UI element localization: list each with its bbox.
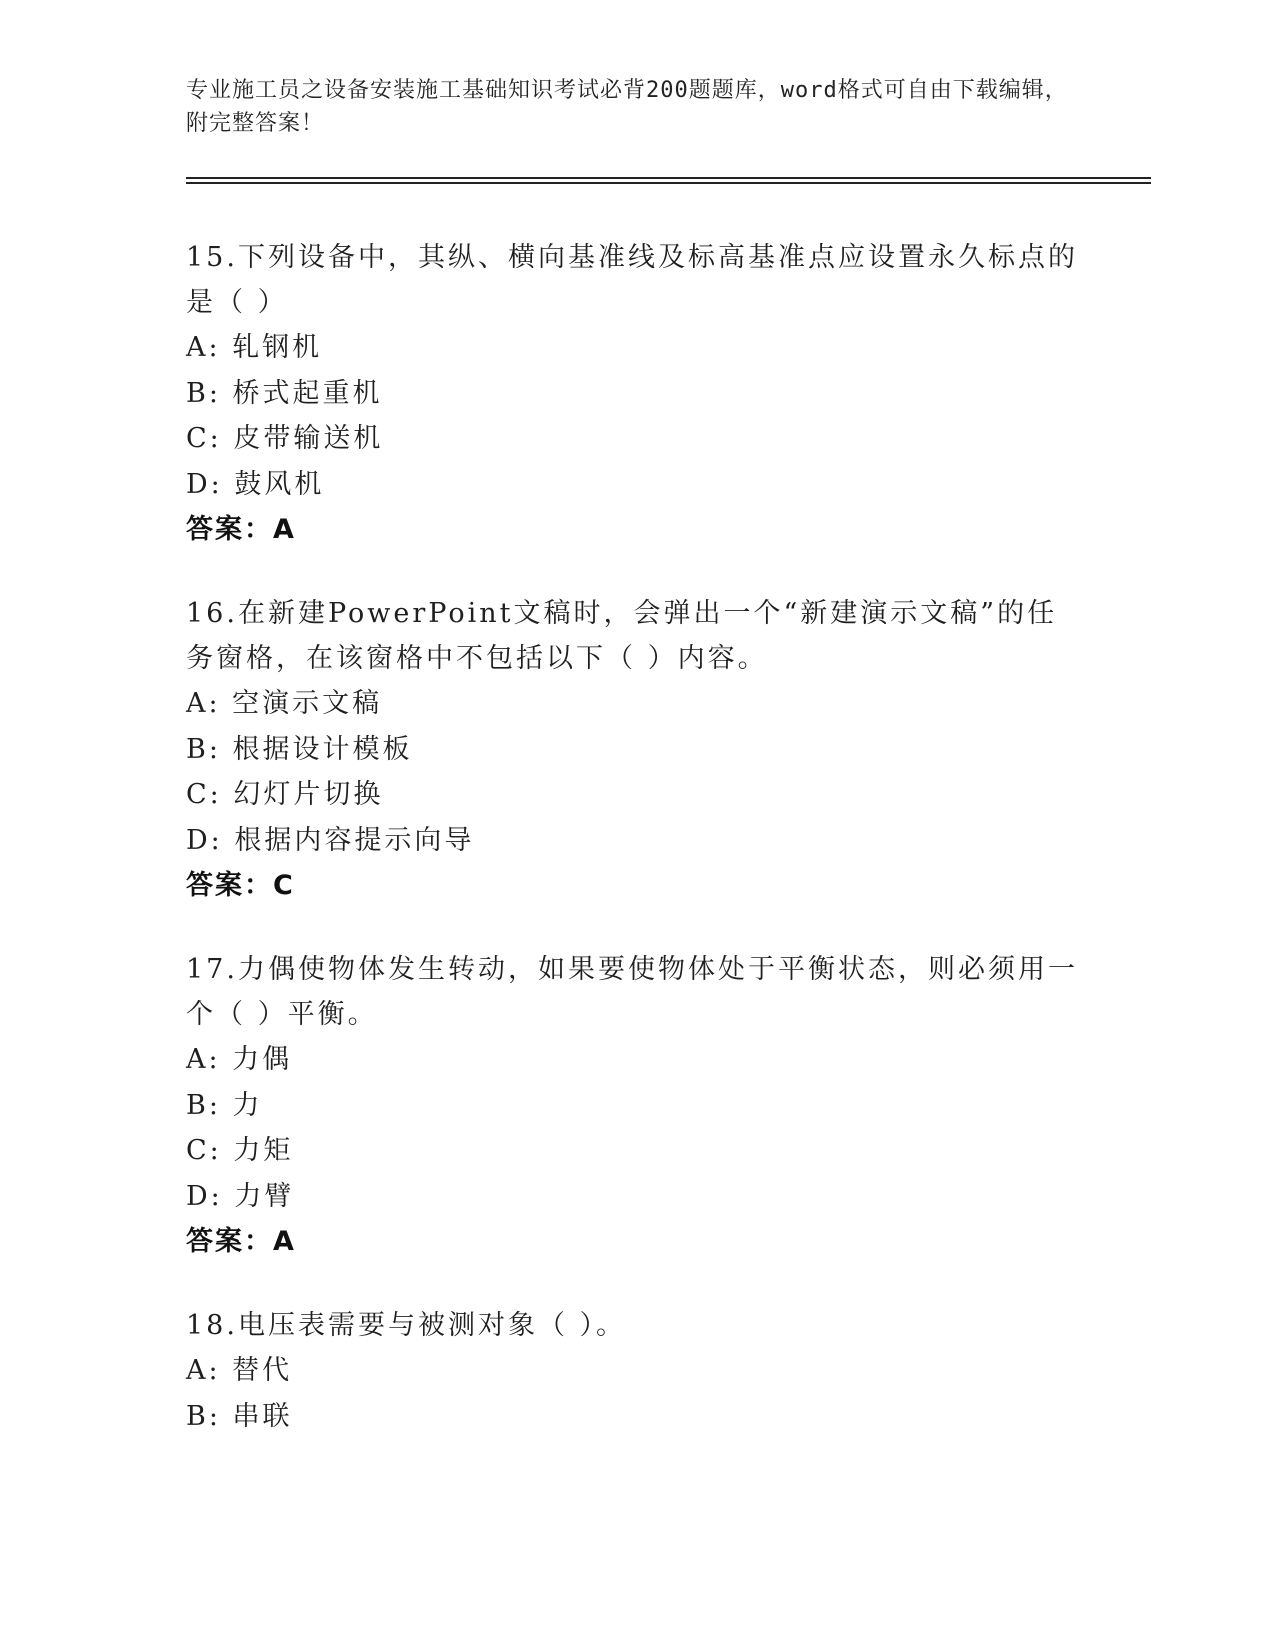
- answer-line: 答案：C: [186, 870, 295, 901]
- option-d: D: 力臂: [186, 1180, 295, 1212]
- option-c: C: 皮带输送机: [186, 423, 384, 454]
- option-d: D: 鼓风机: [186, 468, 325, 500]
- option-a: A: 空演示文稿: [186, 688, 383, 719]
- document-header: 专业施工员之设备安装施工基础知识考试必背200题题库，word格式可自由下载编辑，附完整答案！: [186, 78, 1068, 136]
- question-stem: 17.力偶使物体发生转动，如果要使物体处于平衡状态，则必须用一个（ ）平衡。: [186, 954, 1078, 1030]
- question-stem: 18.电压表需要与被测对象（ ）。: [186, 1310, 627, 1341]
- option-c: C: 幻灯片切换: [186, 779, 384, 810]
- option-b: B: 串联: [186, 1400, 293, 1432]
- question-18: [186, 1303, 1086, 1439]
- question-stem: 16.在新建PowerPoint文稿时，会弹出一个“新建演示文稿”的任务窗格，在该窗格中不包括以下（ ）内容。: [186, 598, 1058, 674]
- question-stem: 15.下列设备中，其纵、横向基准线及标高基准点应设置永久标点的是（ ）: [186, 242, 1078, 318]
- answer-line: 答案：A: [186, 1226, 296, 1257]
- option-d: D: 根据内容提示向导: [186, 824, 475, 856]
- question-15: [186, 235, 1086, 553]
- question-17: [186, 947, 1086, 1265]
- option-a: A: 替代: [186, 1355, 293, 1386]
- header-divider-top: [186, 177, 1151, 179]
- option-a: A: 轧钢机: [186, 332, 323, 363]
- header-divider-bottom: [186, 182, 1151, 184]
- option-b: B: 力: [186, 1089, 263, 1121]
- option-c: C: 力矩: [186, 1135, 294, 1166]
- answer-line: 答案：A: [186, 514, 296, 545]
- question-list: [186, 235, 1086, 1477]
- option-b: B: 根据设计模板: [186, 733, 413, 765]
- option-a: A: 力偶: [186, 1044, 293, 1075]
- option-b: B: 桥式起重机: [186, 377, 383, 409]
- question-16: [186, 591, 1086, 909]
